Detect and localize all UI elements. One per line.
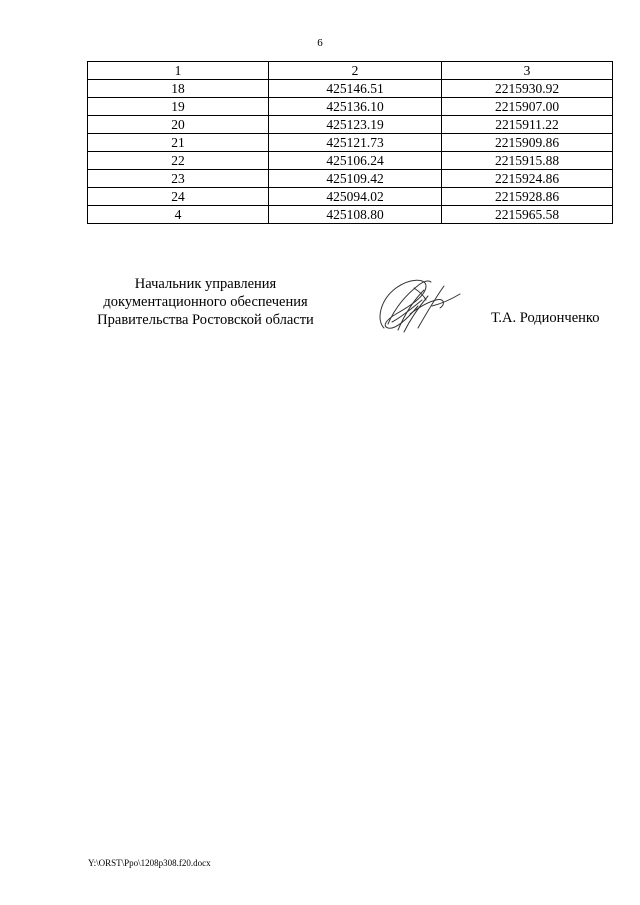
signatory-title-line: Правительства Ростовской области	[97, 312, 314, 328]
page-number: 6	[317, 37, 323, 49]
point-number-cell: 22	[88, 152, 269, 170]
point-number-cell: 23	[88, 170, 269, 188]
y-coordinate-cell: 2215924.86	[442, 170, 613, 188]
column-header: 2	[269, 62, 442, 80]
x-coordinate-cell: 425109.42	[269, 170, 442, 188]
table-row	[88, 116, 613, 134]
handwritten-signature	[374, 270, 466, 336]
column-header: 3	[442, 62, 613, 80]
point-number-cell: 21	[88, 134, 269, 152]
x-coordinate-cell: 425121.73	[269, 134, 442, 152]
y-coordinate-cell: 2215909.86	[442, 134, 613, 152]
table-header-row	[88, 62, 613, 80]
column-header: 1	[88, 62, 269, 80]
table-row	[88, 152, 613, 170]
x-coordinate-cell: 425094.02	[269, 188, 442, 206]
table-row	[88, 98, 613, 116]
table-row	[88, 170, 613, 188]
x-coordinate-cell: 425123.19	[269, 116, 442, 134]
x-coordinate-cell: 425108.80	[269, 206, 442, 224]
y-coordinate-cell: 2215965.58	[442, 206, 613, 224]
table-row	[88, 188, 613, 206]
signatory-title	[88, 275, 323, 329]
table-row	[88, 206, 613, 224]
y-coordinate-cell: 2215930.92	[442, 80, 613, 98]
y-coordinate-cell: 2215907.00	[442, 98, 613, 116]
point-number-cell: 18	[88, 80, 269, 98]
point-number-cell: 24	[88, 188, 269, 206]
table-row	[88, 134, 613, 152]
x-coordinate-cell: 425146.51	[269, 80, 442, 98]
signatory-title-line: Начальник управления	[134, 276, 277, 292]
signatory-name: Т.А. Родионченко	[491, 310, 600, 326]
x-coordinate-cell: 425106.24	[269, 152, 442, 170]
x-coordinate-cell: 425136.10	[269, 98, 442, 116]
file-path: Y:\ORST\Ppo\1208p308.f20.docx	[88, 858, 211, 868]
signatory-title-line: документационного обеспечения	[103, 294, 308, 310]
y-coordinate-cell: 2215911.22	[442, 116, 613, 134]
point-number-cell: 19	[88, 98, 269, 116]
y-coordinate-cell: 2215915.88	[442, 152, 613, 170]
point-number-cell: 20	[88, 116, 269, 134]
point-number-cell: 4	[88, 206, 269, 224]
coordinates-table	[87, 61, 613, 224]
y-coordinate-cell: 2215928.86	[442, 188, 613, 206]
table-row	[88, 80, 613, 98]
